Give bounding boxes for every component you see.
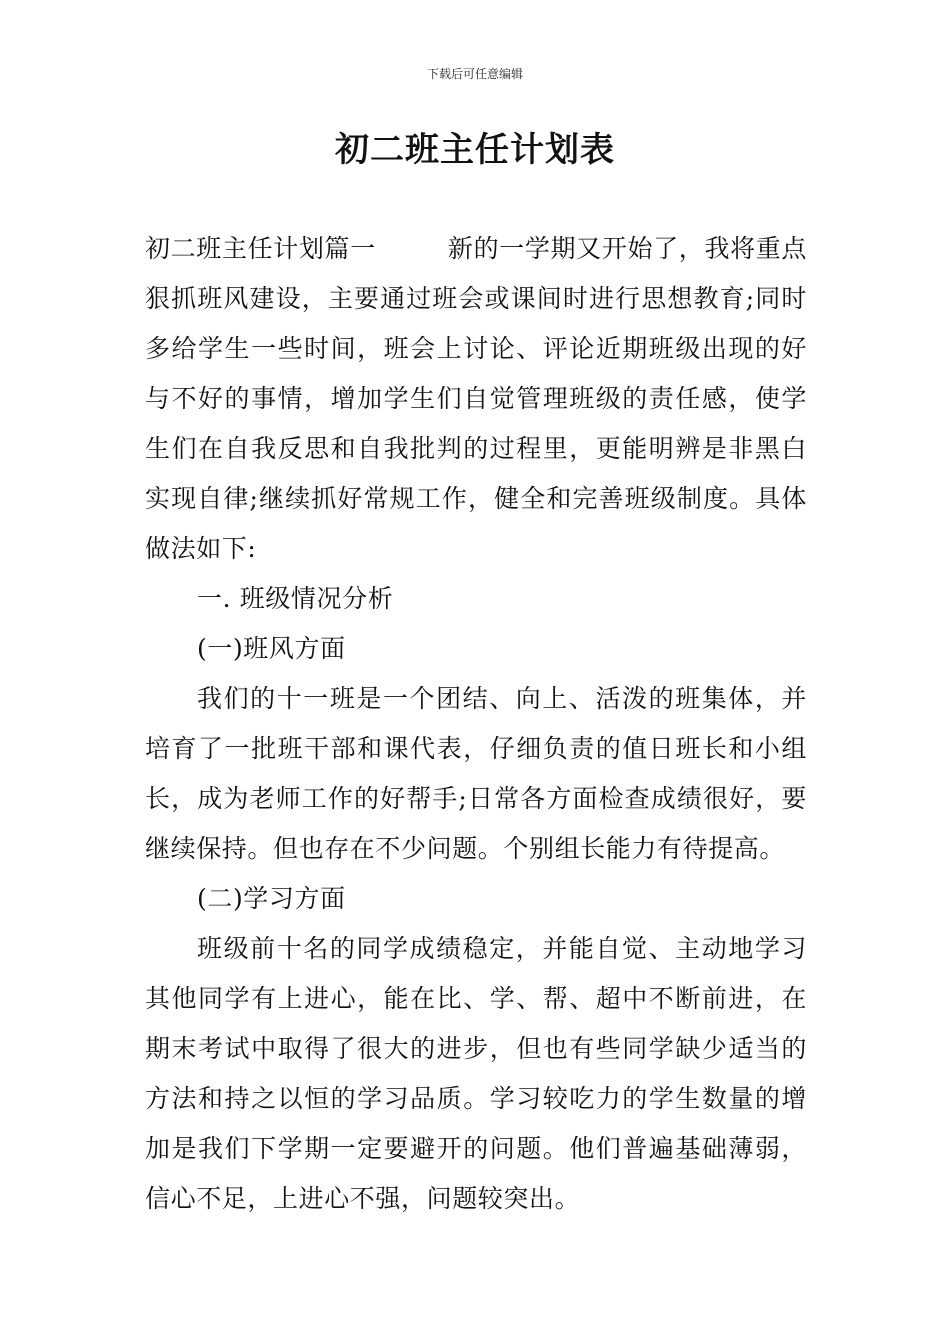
document-title: 初二班主任计划表 (335, 130, 615, 170)
subsection-2-paragraph: 班级前十名的同学成绩稳定，并能自觉、主动地学习其他同学有上进心，能在比、学、帮、超中不断前进，在期末考试中取得了很大的进步，但也有些同学缺少适当的方法和持之以恒的学习品质。学习较吃力的学生数量的增加是我们下学期一定要避开的问题。他们普遍基础薄弱，信心不足，上进心不强，问题较突出。 (145, 934, 807, 1213)
intro-text: 新的一学期又开始了，我将重点狠抓班风建设，主要通过班会或课间时进行思想教育;同时多给学生一些时间，班会上讨论、评论近期班级出现的好与不好的事情，增加学生们自觉管理班级的责任感，使学生们在自我反思和自我批判的过程里，更能明辨是非黑白实现自律;继续抓好常规工作，健全和完善班级制度。具体做法如下: (145, 234, 807, 563)
header-note: 下载后可任意编辑 (426, 67, 523, 81)
section-1-heading: 一. 班级情况分析 (197, 584, 394, 613)
subsection-1-heading: (一)班风方面 (197, 634, 346, 663)
intro-lead: 初二班主任计划篇一 (145, 234, 376, 263)
document-body (145, 224, 807, 1224)
subsection-2-heading: (二)学习方面 (197, 884, 346, 913)
subsection-1-paragraph: 我们的十一班是一个团结、向上、活泼的班集体，并培育了一批班干部和课代表，仔细负责的值日班长和小组长，成为老师工作的好帮手;日常各方面检查成绩很好，要继续保持。但也存在不少问题。个别组长能力有待提高。 (145, 684, 807, 863)
intro-paragraph (145, 224, 807, 574)
